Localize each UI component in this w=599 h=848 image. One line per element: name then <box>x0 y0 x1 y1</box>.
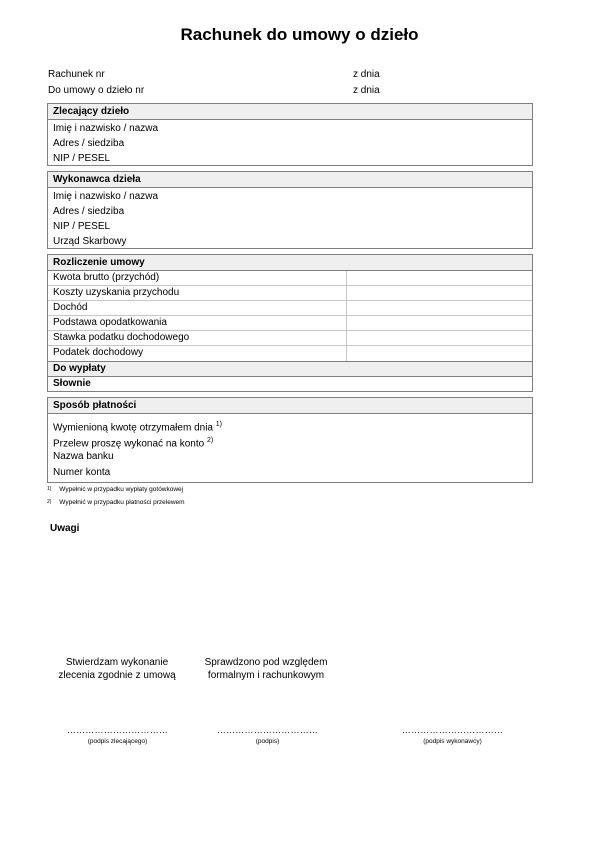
contractor-section <box>47 171 533 249</box>
tax-rate-label: Stawka podatku dochodowego <box>48 331 347 345</box>
checker-signature-line: …………………………… <box>216 725 319 735</box>
checker-signature-caption: (podpis) <box>255 738 280 745</box>
client-heading: Zlecający dzieło <box>48 104 532 120</box>
contractor-signature-caption: (podpis wykonawcy) <box>423 738 482 745</box>
contract-number-label: Do umowy o dzieło nr <box>48 85 145 96</box>
client-name-field: Imię i nazwisko / nazwa <box>53 123 159 134</box>
footnote-1 <box>47 486 183 493</box>
contractor-heading: Wykonawca dzieła <box>48 172 532 188</box>
cash-payment-row <box>48 417 532 433</box>
income-label: Dochód <box>48 301 347 315</box>
settlement-row <box>48 301 532 316</box>
gross-amount-label: Kwota brutto (przychód) <box>48 271 347 285</box>
footnote-2-text: Wypełnić w przypadku płatności przelewem <box>59 499 185 506</box>
income-value <box>347 301 532 315</box>
completion-statement-line2: zlecenia zgodnie z umową <box>58 670 176 681</box>
settlement-row <box>48 271 532 286</box>
verification-statement-line2: formalnym i rachunkowym <box>207 670 325 681</box>
settlement-heading: Rozliczenie umowy <box>48 255 532 271</box>
settlement-row <box>48 286 532 301</box>
settlement-row <box>48 316 532 331</box>
transfer-payment-label: Przelew proszę wykonać na konto <box>53 438 205 450</box>
tax-base-value <box>347 316 532 330</box>
settlement-row <box>48 331 532 346</box>
footnote-ref-1: 1) <box>215 421 222 428</box>
client-signature-caption: (podpis zlecającego) <box>87 738 148 745</box>
income-tax-value <box>347 346 532 361</box>
footnote-1-mark: 1) <box>47 486 52 492</box>
verification-statement <box>196 656 336 682</box>
tax-base-label: Podstawa opodatkowania <box>48 316 347 330</box>
payout-label: Do wypłaty <box>48 361 532 376</box>
footnote-1-text: Wypełnić w przypadku wypłaty gotówkowej <box>59 486 184 493</box>
completion-statement <box>47 656 187 682</box>
invoice-number-label: Rachunek nr <box>48 69 105 80</box>
client-signature-line: …………………………… <box>66 725 169 735</box>
payment-heading: Sposób płatności <box>48 398 532 414</box>
cash-payment-label: Wymienioną kwotę otrzymałem dnia <box>53 422 213 434</box>
contractor-address-field: Adres / siedziba <box>53 206 125 217</box>
payment-section <box>47 397 533 483</box>
client-nip-field: NIP / PESEL <box>53 153 111 164</box>
contractor-name-field: Imię i nazwisko / nazwa <box>53 191 159 202</box>
contractor-signature-line: …………………………… <box>401 725 504 735</box>
gross-amount-value <box>347 271 532 285</box>
footnote-2-mark: 2) <box>47 499 52 505</box>
footnote-ref-2: 2) <box>206 437 214 444</box>
costs-label: Koszty uzyskania przychodu <box>48 286 347 300</box>
settlement-row <box>48 346 532 361</box>
client-address-field: Adres / siedziba <box>53 138 125 149</box>
document-title: Rachunek do umowy o dzieło <box>180 25 419 44</box>
verification-statement-line1: Sprawdzono pod względem <box>204 657 328 668</box>
footnote-2 <box>47 499 185 506</box>
account-number-label: Numer konta <box>53 467 111 478</box>
contract-date-label: z dnia <box>353 85 380 96</box>
remarks-label: Uwagi <box>50 523 80 534</box>
contractor-tax-office-field: Urząd Skarbowy <box>53 236 127 247</box>
completion-statement-line1: Stwierdzam wykonanie <box>65 657 169 668</box>
invoice-date-label: z dnia <box>353 69 380 80</box>
transfer-payment-row <box>48 433 532 449</box>
amount-in-words-label: Słownie <box>48 376 532 391</box>
bank-name-label: Nazwa banku <box>53 451 114 462</box>
tax-rate-value <box>347 331 532 345</box>
contractor-nip-field: NIP / PESEL <box>53 221 111 232</box>
settlement-section <box>47 254 533 392</box>
client-section <box>47 103 533 166</box>
costs-value <box>347 286 532 300</box>
income-tax-label: Podatek dochodowy <box>48 346 347 361</box>
